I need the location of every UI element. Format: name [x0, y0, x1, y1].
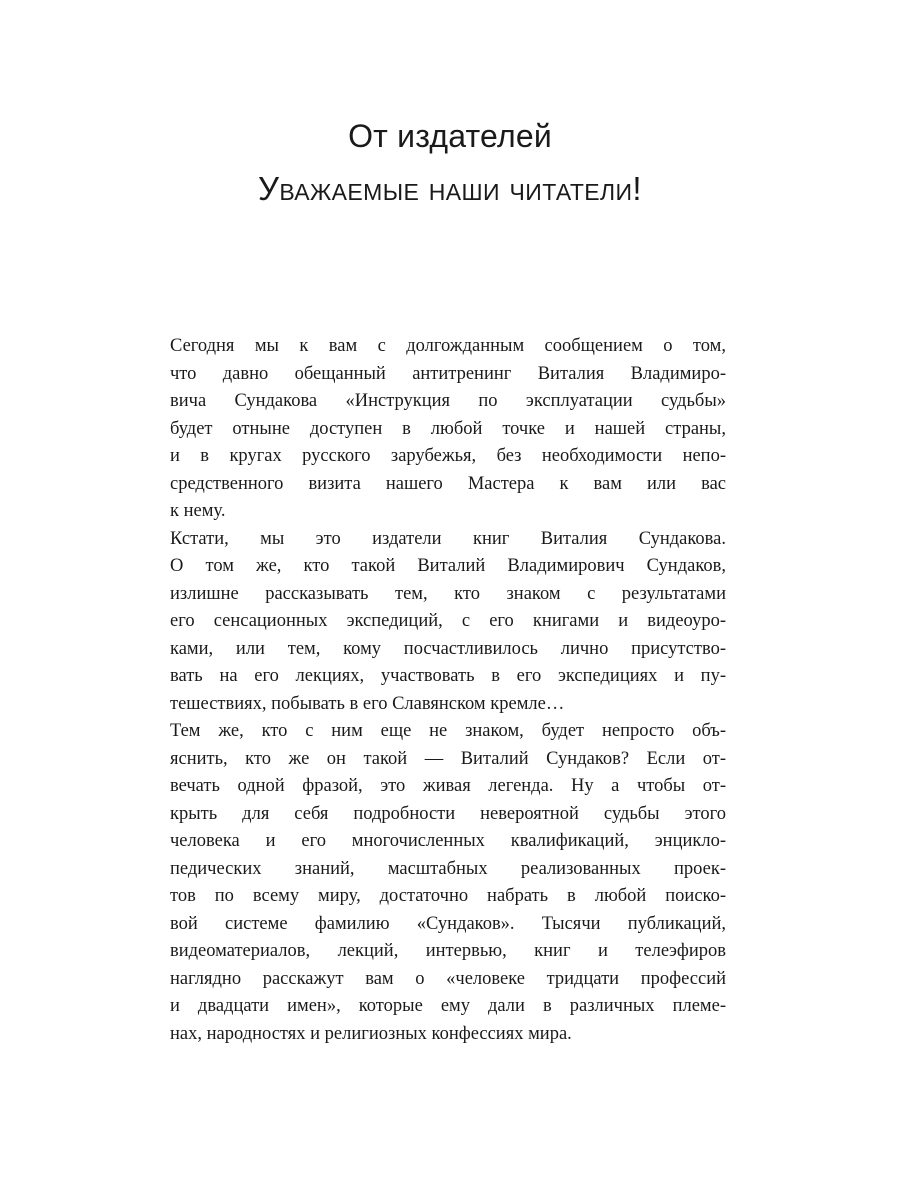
text-line: вечать одной фразой, это живая легенда. Ну а чтобы от- [170, 776, 726, 796]
text-line: вать на его лекциях, участвовать в его экспедициях и пу- [170, 666, 726, 686]
text-line: О том же, кто такой Виталий Владимирович Сундаков, [170, 556, 726, 576]
page-title: От издателей [348, 118, 552, 154]
text-line: крыть для себя подробности невероятной судьбы этого [170, 803, 726, 824]
text-line: что давно обещанный антитренинг Виталия Владимиро- [170, 363, 726, 384]
text-line: и в кругах русского зарубежья, без необходимости непо- [170, 446, 726, 466]
text-line: его сенсационных экспедиций, с его книгами и видеоуро- [170, 611, 726, 631]
text-line: Сегодня мы к вам с долгожданным сообщением о том, [170, 336, 726, 356]
text-line: наглядно расскажут вам о «человеке тридцати профессий [170, 968, 726, 989]
text-line: излишне рассказывать тем, кто знаком с результатами [170, 583, 726, 604]
text-line: педических знаний, масштабных реализованных проек- [170, 858, 726, 879]
text-line: к нему. [170, 501, 226, 521]
text-line: и двадцати имен», которые ему дали в различных племе- [170, 996, 726, 1016]
text-line: средственного визита нашего Мастера к вам или вас [170, 473, 726, 494]
paragraph [170, 333, 726, 526]
text-line: будет отныне доступен в любой точке и нашей страны, [170, 418, 726, 439]
text-line: тов по всему миру, достаточно набрать в любой поиско- [170, 886, 726, 906]
text-line: человека и его многочисленных квалификаций, энцикло- [170, 831, 726, 851]
body-text [170, 333, 726, 1048]
text-line: нах, народностях и религиозных конфессиях мира. [170, 1023, 572, 1044]
text-line: тешествиях, побывать в его Славянском кремле… [170, 693, 565, 714]
text-line: вича Сундакова «Инструкция по эксплуатации судьбы» [170, 391, 726, 411]
text-line: Кстати, мы это издатели книг Виталия Сундакова. [170, 528, 726, 549]
text-line: видеоматериалов, лекций, интервью, книг и телеэфиров [170, 941, 726, 961]
text-line: яснить, кто же он такой — Виталий Сундаков? Если от- [170, 748, 726, 769]
paragraph [170, 718, 726, 1048]
text-line: вой системе фамилию «Сундаков». Тысячи публикаций, [170, 913, 726, 934]
text-line: ками, или тем, кому посчастливилось лично присутство- [170, 638, 726, 659]
page-subtitle: Уважаемые наши читатели! [257, 170, 643, 207]
text-line: Тем же, кто с ним еще не знаком, будет непросто объ- [170, 721, 726, 741]
paragraph [170, 526, 726, 719]
